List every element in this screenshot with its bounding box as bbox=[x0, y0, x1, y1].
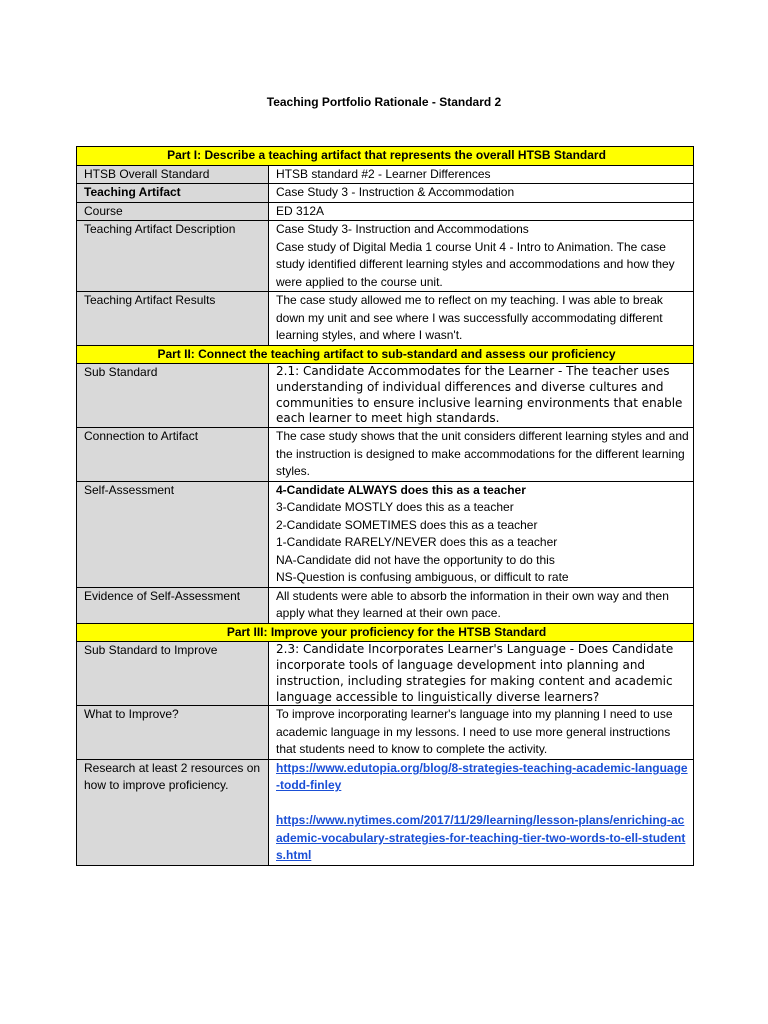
row-label-connection: Connection to Artifact bbox=[77, 428, 269, 482]
table-row bbox=[77, 221, 694, 292]
row-label-artifact-results: Teaching Artifact Results bbox=[77, 292, 269, 346]
row-label-course: Course bbox=[77, 202, 269, 221]
row-value-what-to-improve: To improve incorporating learner's language into my planning I need to use academic language in my lessons. I need to use more general instructions that students need to know to complete the activity. bbox=[269, 706, 694, 760]
row-value-evidence: All students were able to absorb the information in their own way and then apply what they learned at their own pace. bbox=[269, 587, 694, 623]
research-link-edutopia[interactable]: https://www.edutopia.org/blog/8-strategies-teaching-academic-language-todd-finley bbox=[276, 760, 688, 793]
link-spacer bbox=[276, 795, 689, 813]
row-label-overall-standard: HTSB Overall Standard bbox=[77, 165, 269, 184]
page-title: Teaching Portfolio Rationale - Standard 2 bbox=[266, 95, 502, 109]
rationale-table bbox=[76, 146, 694, 866]
table-row bbox=[77, 759, 694, 865]
self-assessment-option: 4-Candidate ALWAYS does this as a teacher bbox=[276, 482, 526, 497]
row-value-teaching-artifact: Case Study 3 - Instruction & Accommodation bbox=[269, 184, 694, 203]
row-value-sub-standard-improve: 2.3: Candidate Incorporates Learner's Language - Does Candidate incorporate tools of language development into planning and instruction, including strategies for making content and academic language accessible to linguistically diverse learners? bbox=[269, 642, 694, 706]
table-row bbox=[77, 364, 694, 428]
part3-header-row bbox=[77, 623, 694, 642]
part1-header-row bbox=[77, 147, 694, 166]
part1-header: Part I: Describe a teaching artifact that represents the overall HTSB Standard bbox=[77, 147, 694, 166]
self-assessment-option: NA-Candidate did not have the opportunity to do this bbox=[276, 552, 555, 567]
table-row bbox=[77, 184, 694, 203]
table-row bbox=[77, 428, 694, 482]
row-label-teaching-artifact: Teaching Artifact bbox=[77, 184, 269, 203]
table-row bbox=[77, 587, 694, 623]
row-value-sub-standard: 2.1: Candidate Accommodates for the Learner - The teacher uses understanding of individual differences and diverse cultures and communities to ensure inclusive learning environments that enable each learner to meet high standards. bbox=[269, 364, 694, 428]
table-row bbox=[77, 706, 694, 760]
research-links bbox=[269, 759, 694, 865]
row-value-artifact-results: The case study allowed me to reflect on my teaching. I was able to break down my unit and see where I was successfully accommodating different learning styles, and where I wasn't. bbox=[269, 292, 694, 346]
row-value-connection: The case study shows that the unit considers different learning styles and and the instruction is designed to make accommodations for the different learning styles. bbox=[269, 428, 694, 482]
row-label-research: Research at least 2 resources on how to improve proficiency. bbox=[77, 759, 269, 865]
research-link-nytimes[interactable]: https://www.nytimes.com/2017/11/29/learning/lesson-plans/enriching-academic-vocabulary-strategies-for-teaching-tier-two-words-to-ell-students.html bbox=[276, 813, 686, 863]
row-label-sub-standard: Sub Standard bbox=[77, 364, 269, 428]
self-assessment-option: NS-Question is confusing ambiguous, or difficult to rate bbox=[276, 570, 569, 585]
table-row bbox=[77, 481, 694, 587]
table-row bbox=[77, 202, 694, 221]
row-label-what-to-improve: What to Improve? bbox=[77, 706, 269, 760]
table-row bbox=[77, 292, 694, 346]
self-assessment-option: 1-Candidate RARELY/NEVER does this as a teacher bbox=[276, 535, 558, 550]
part2-header: Part II: Connect the teaching artifact to sub-standard and assess our proficiency bbox=[77, 345, 694, 364]
row-value-course: ED 312A bbox=[269, 202, 694, 221]
row-value-artifact-description bbox=[269, 221, 694, 292]
self-assessment-option: 3-Candidate MOSTLY does this as a teacher bbox=[276, 500, 514, 515]
description-line-2: Case study of Digital Media 1 course Unit 4 - Intro to Animation. The case study identified different learning styles and accommodations and how they were applied to the course unit. bbox=[276, 239, 675, 289]
part3-header: Part III: Improve your proficiency for the HTSB Standard bbox=[77, 623, 694, 642]
table-row bbox=[77, 165, 694, 184]
row-label-sub-standard-improve: Sub Standard to Improve bbox=[77, 642, 269, 706]
row-label-artifact-description: Teaching Artifact Description bbox=[77, 221, 269, 292]
row-label-evidence: Evidence of Self-Assessment bbox=[77, 587, 269, 623]
table-row bbox=[77, 642, 694, 706]
part2-header-row bbox=[77, 345, 694, 364]
self-assessment-options bbox=[269, 481, 694, 587]
row-value-overall-standard: HTSB standard #2 - Learner Differences bbox=[269, 165, 694, 184]
row-label-self-assessment: Self-Assessment bbox=[77, 481, 269, 587]
self-assessment-option: 2-Candidate SOMETIMES does this as a teacher bbox=[276, 517, 538, 532]
description-line-1: Case Study 3- Instruction and Accommodations bbox=[276, 222, 529, 236]
